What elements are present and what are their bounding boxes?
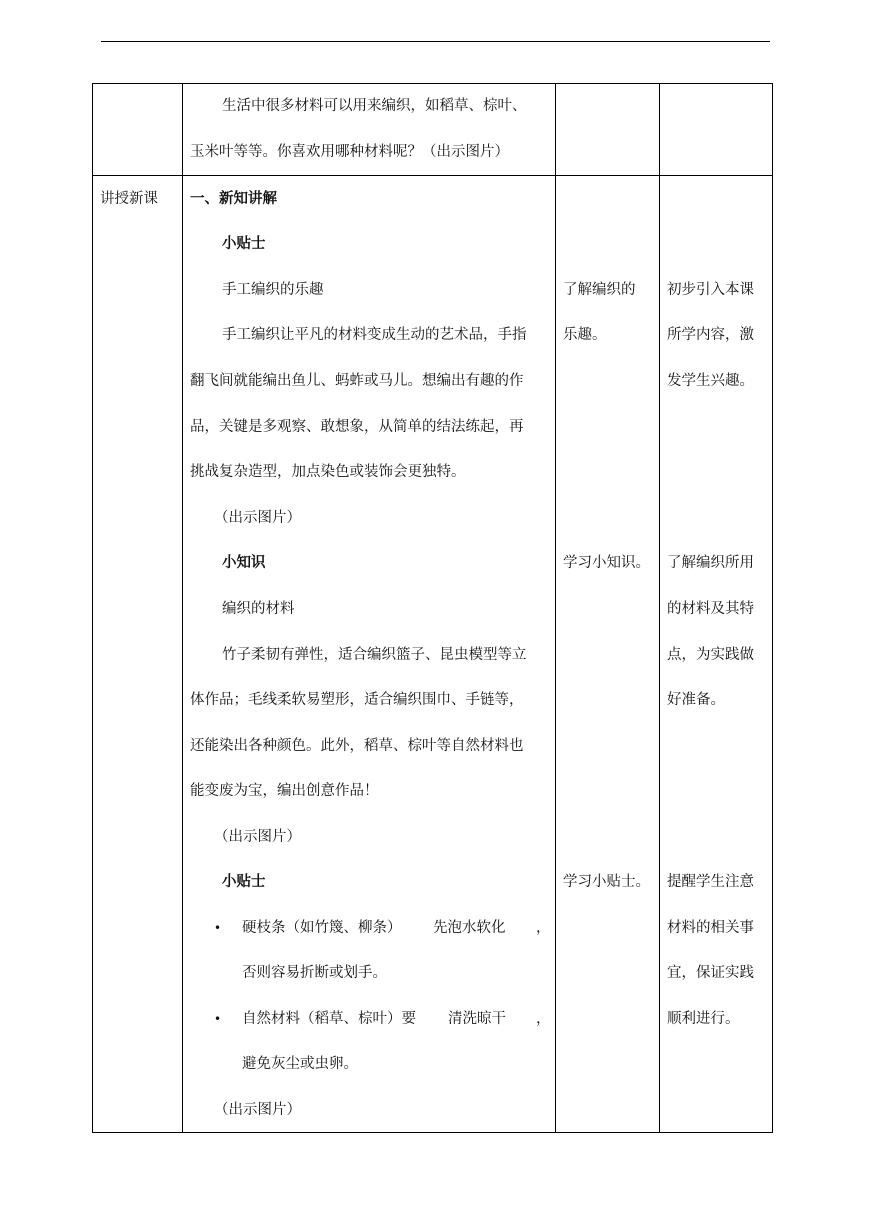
knowledge-para-line: 竹子柔韧有弹性，适合编织篮子、昆虫模型等立 <box>222 647 527 663</box>
design-intent-2-line: 好准备。 <box>667 692 725 708</box>
column-divider-3 <box>659 83 660 1133</box>
knowledge-para-line: 体作品；毛线柔软易塑形，适合编织围巾、手链等， <box>190 692 524 708</box>
table-border-left <box>92 83 93 1133</box>
table-border-bottom <box>92 1132 773 1133</box>
design-intent-1-line: 发学生兴趣。 <box>667 373 754 389</box>
bullet-1-part-c: ， <box>536 920 551 936</box>
knowledge-title: 小知识 <box>222 555 266 571</box>
student-activity-1-line: 了解编织的 <box>563 282 636 298</box>
bullet-dot-icon: • <box>214 1012 222 1026</box>
tip2-title: 小贴士 <box>222 874 266 890</box>
tip1-para-line: 品，关键是多观察、敢想象，从简单的结法练起，再 <box>190 419 524 435</box>
show-picture-note: （出示图片） <box>214 1102 301 1118</box>
design-intent-3-line: 材料的相关事 <box>667 920 754 936</box>
content-heading: 一、新知讲解 <box>190 191 277 207</box>
design-intent-2-line: 点，为实践做 <box>667 647 754 663</box>
design-intent-1-line: 所学内容，激 <box>667 327 754 343</box>
column-divider-1 <box>182 83 183 1133</box>
row-divider <box>92 175 773 176</box>
bullet-1-part-b: 先泡水软化 <box>433 920 506 936</box>
tip1-title: 小贴士 <box>222 236 266 252</box>
student-activity-1-line: 乐趣。 <box>563 327 607 343</box>
table-border-right <box>772 83 773 1133</box>
tip1-subtitle: 手工编织的乐趣 <box>222 282 324 298</box>
section-label: 讲授新课 <box>100 191 158 207</box>
student-activity-2: 学习小知识。 <box>563 555 650 571</box>
bullet-2-part-a: 自然材料（稻草、棕叶）要 <box>242 1011 416 1027</box>
bullet-1-part-a: 硬枝条（如竹篾、柳条） <box>242 920 402 936</box>
intro-line-1: 生活中很多材料可以用来编织，如稻草、棕叶、 <box>222 98 527 114</box>
design-intent-3-line: 提醒学生注意 <box>667 874 754 890</box>
intro-line-2: 玉米叶等等。你喜欢用哪种材料呢？（出示图片） <box>190 144 509 160</box>
tip1-para-line: 手工编织让平凡的材料变成生动的艺术品，手指 <box>222 327 527 343</box>
show-picture-note: （出示图片） <box>214 510 301 526</box>
knowledge-para-line: 还能染出各种颜色。此外，稻草、棕叶等自然材料也 <box>190 738 524 754</box>
table-border-top <box>92 83 773 84</box>
knowledge-subtitle: 编织的材料 <box>222 601 295 617</box>
bullet-2-part-b: 清洗晾干 <box>448 1011 506 1027</box>
knowledge-para-line: 能变废为宝，编出创意作品！ <box>190 783 379 799</box>
student-activity-3: 学习小贴士。 <box>563 874 650 890</box>
bullet-1-part-d: 否则容易折断或划手。 <box>242 965 387 981</box>
design-intent-2-line: 的材料及其特 <box>667 601 754 617</box>
column-divider-2 <box>555 83 556 1133</box>
bullet-2-part-c: ， <box>536 1011 551 1027</box>
tip1-para-line: 挑战复杂造型，加点染色或装饰会更独特。 <box>190 464 466 480</box>
design-intent-1-line: 初步引入本课 <box>667 282 754 298</box>
header-rule <box>101 41 770 42</box>
design-intent-3-line: 顺利进行。 <box>667 1011 740 1027</box>
design-intent-3-line: 宜，保证实践 <box>667 965 754 981</box>
bullet-dot-icon: • <box>214 921 222 935</box>
bullet-2-part-d: 避免灰尘或虫卵。 <box>242 1056 358 1072</box>
show-picture-note: （出示图片） <box>214 829 301 845</box>
design-intent-2-line: 了解编织所用 <box>667 555 754 571</box>
tip1-para-line: 翻飞间就能编出鱼儿、蚂蚱或马儿。想编出有趣的作 <box>190 373 524 389</box>
